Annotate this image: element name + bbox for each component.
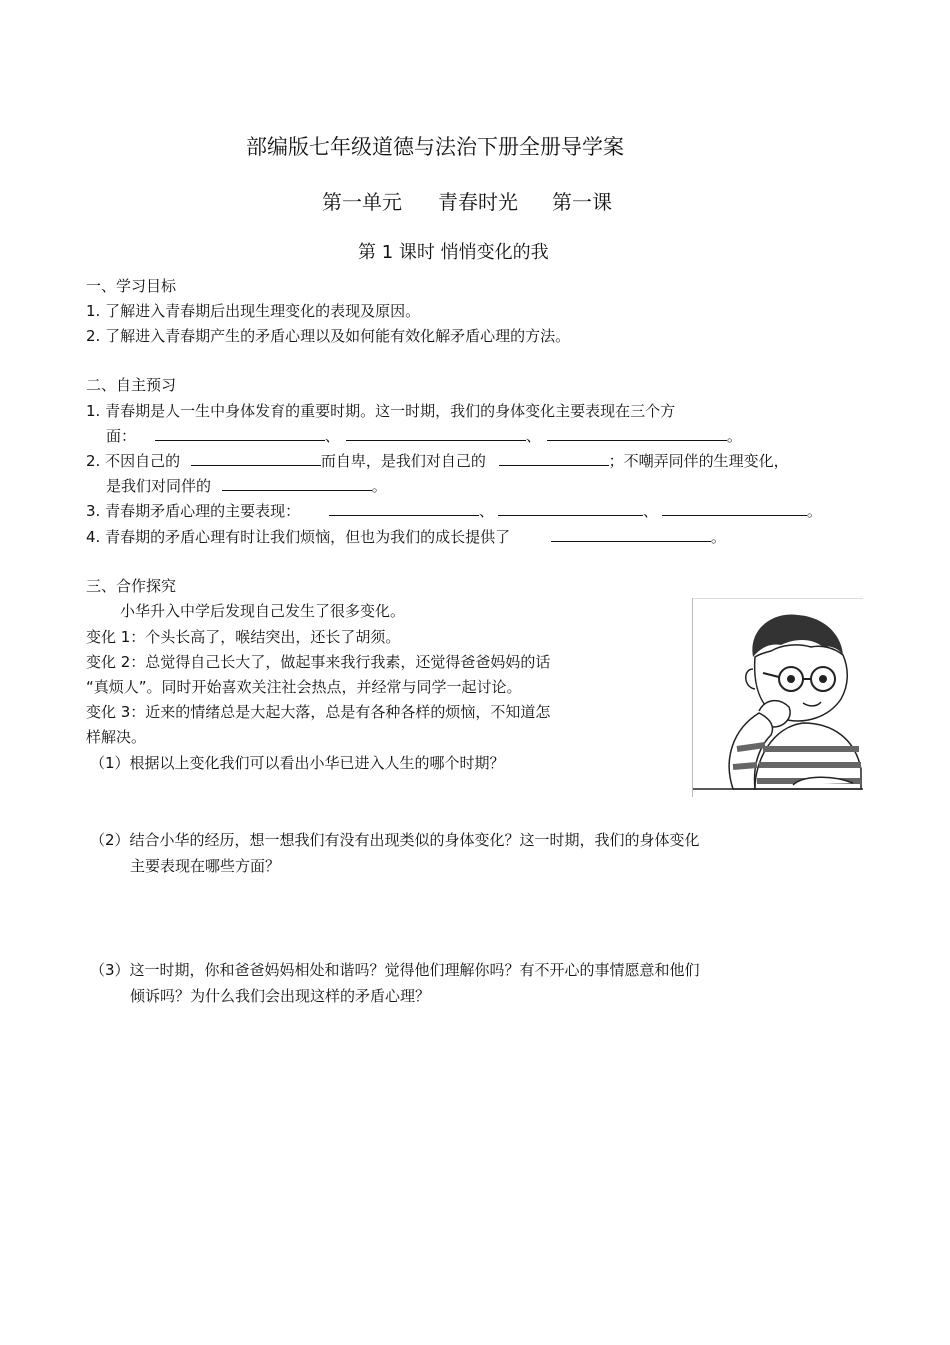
explore-question-2-cont: 主要表现在哪些方面？ (130, 857, 281, 875)
preview-q2-line1 (86, 451, 789, 471)
answer-blank[interactable] (662, 501, 807, 516)
answer-blank[interactable] (222, 476, 372, 491)
answer-blank[interactable] (499, 451, 609, 466)
preview-q2-text: 2. 不因自己的 (86, 452, 181, 470)
explore-question-1: （1）根据以上变化我们可以看出小华已进入人生的哪个时期？ (90, 754, 505, 772)
preview-q1-line2 (106, 426, 742, 446)
section-heading-goals: 一、学习目标 (86, 277, 177, 295)
preview-q2-line2 (106, 476, 387, 496)
punct: 、 (478, 502, 494, 520)
answer-blank[interactable] (547, 426, 727, 441)
punct: 、 (324, 427, 340, 445)
preview-q1-line1: 1. 青春期是人一生中身体发育的重要时期。这一时期，我们的身体变化主要表现在三个方 (86, 402, 676, 420)
preview-q2-text: 是我们对同伴的 (106, 477, 212, 495)
answer-blank[interactable] (551, 527, 711, 542)
case-intro: 小华升入中学后发现自己发生了很多变化。 (120, 602, 406, 620)
section-heading-preview: 二、自主预习 (86, 376, 177, 394)
case-change-2-cont: “真烦人”。同时开始喜欢关注社会热点，并经常与同学一起讨论。 (86, 678, 522, 696)
punct: 、 (642, 502, 658, 520)
explore-question-2: （2）结合小华的经历，想一想我们有没有出现类似的身体变化？这一时期，我们的身体变化 (90, 831, 700, 849)
boy-illustration (692, 598, 863, 797)
case-change-3-cont: 样解决。 (86, 728, 147, 746)
punct: 。 (371, 477, 387, 495)
answer-blank[interactable] (191, 451, 321, 466)
goal-item: 2. 了解进入青春期产生的矛盾心理以及如何能有效化解矛盾心理的方法。 (86, 327, 571, 345)
boy-with-glasses-icon (693, 599, 863, 797)
lesson-number: 第一课 (552, 190, 612, 214)
document-title: 部编版七年级道德与法治下册全册导学案 (246, 135, 624, 159)
preview-q3 (86, 501, 822, 521)
explore-question-3: （3）这一时期，你和爸爸妈妈相处和谐吗？觉得他们理解你吗？有不开心的事情愿意和他们 (90, 961, 700, 979)
answer-blank[interactable] (155, 426, 325, 441)
answer-blank[interactable] (498, 501, 643, 516)
case-change-3: 变化 3：近来的情绪总是大起大落，总是有各种各样的烦恼，不知道怎 (86, 703, 551, 721)
case-change-2: 变化 2：总觉得自己长大了，做起事来我行我素，还觉得爸爸妈妈的话 (86, 653, 551, 671)
preview-q2-text: 而自卑，是我们对自己的 (320, 452, 486, 470)
punct: 、 (525, 427, 541, 445)
preview-q4 (86, 527, 726, 547)
punct: 。 (806, 502, 822, 520)
case-change-1: 变化 1：个头长高了，喉结突出，还长了胡须。 (86, 628, 401, 646)
answer-blank[interactable] (346, 426, 526, 441)
punct: 。 (726, 427, 742, 445)
unit-topic: 青春时光 (438, 190, 518, 214)
preview-q1-label: 面： (106, 427, 137, 445)
preview-q2-text: ；不嘲弄同伴的生理变化， (608, 452, 789, 470)
section-heading-explore: 三、合作探究 (86, 577, 177, 595)
preview-q3-text: 3. 青春期矛盾心理的主要表现： (86, 502, 301, 520)
punct: 。 (710, 528, 726, 546)
answer-blank[interactable] (329, 501, 479, 516)
goal-item: 1. 了解进入青春期后出现生理变化的表现及原因。 (86, 302, 421, 320)
lesson-title: 第 1 课时 悄悄变化的我 (358, 242, 549, 263)
unit-title: 第一单元 (322, 190, 402, 214)
explore-question-3-cont: 倾诉吗？为什么我们会出现这样的矛盾心理？ (130, 987, 431, 1005)
preview-q4-text: 4. 青春期的矛盾心理有时让我们烦恼，但也为我们的成长提供了 (86, 528, 511, 546)
